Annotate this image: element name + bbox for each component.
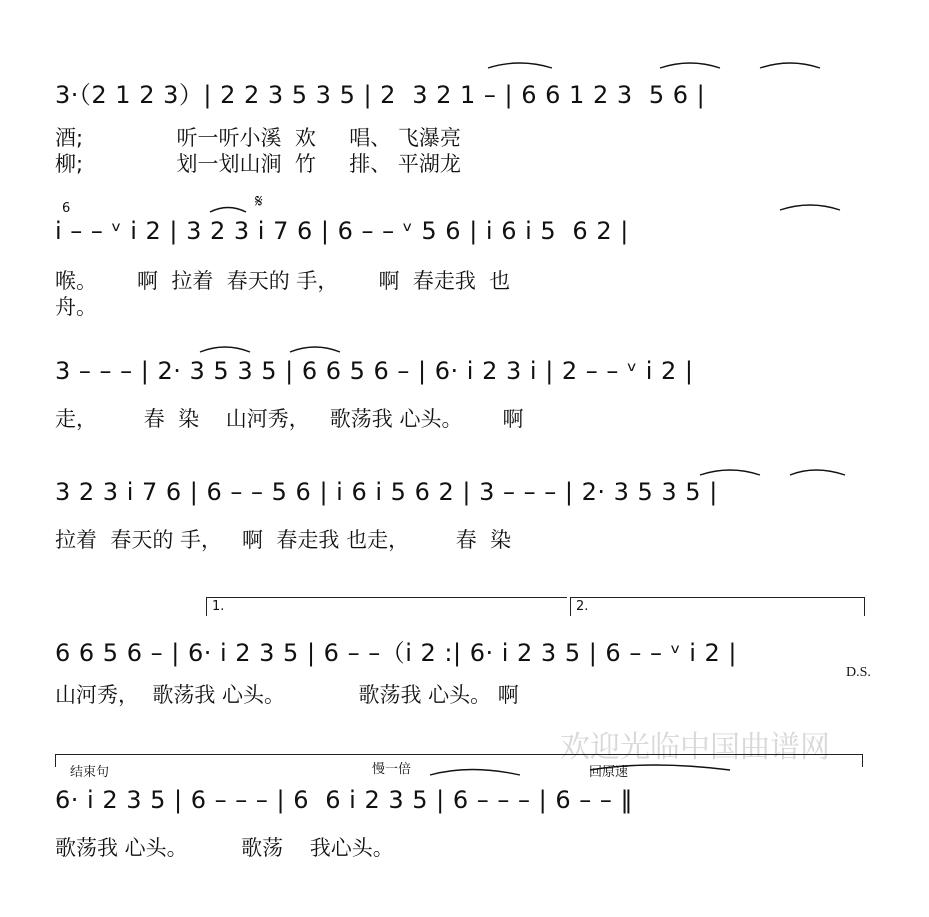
second-ending-label: 2. — [576, 599, 589, 614]
lyrics-line-2-verse-2: 舟。 — [55, 295, 97, 319]
slur-1 — [660, 63, 720, 68]
lyrics-line-4: 拉着 春天的 手， 啊 春走我 也走， 春 染 — [55, 528, 512, 552]
notes-line-2: i – – ᵛ i 2 | 3 2 3 i 7 6 | 6 – – ᵛ 5 6 | i 6 i 5 6 2 | — [55, 217, 629, 245]
lyrics-line-5: 山河秀， 歌荡我 心头。 歌荡我 心头。 啊 — [55, 683, 519, 707]
lyrics-line-1-verse-1: 酒; 听一听小溪 欢 唱、 飞瀑亮 — [55, 126, 461, 150]
segno-icon: 𝄋 — [255, 191, 263, 212]
grace-note: 6 — [62, 201, 71, 216]
lyrics-line-3: 走， 春 染 山河秀， 歌荡我 心头。 啊 — [55, 407, 524, 431]
slur-8 — [790, 470, 845, 475]
lyrics-line-2-verse-1: 喉。 啊 拉着 春天的 手， 啊 春走我 也 — [55, 269, 511, 293]
slur-4 — [780, 205, 840, 210]
slur-5 — [200, 347, 250, 352]
tie-1 — [488, 63, 552, 68]
a-tempo-label: 回原速 — [589, 765, 629, 780]
slur-6 — [290, 347, 340, 352]
lyrics-line-1-verse-2: 柳; 划一划山涧 竹 排、 平湖龙 — [55, 152, 461, 176]
notes-line-1: 3·（2 1 2 3）| 2 2 3 5 3 5 | 2 3 2 1 – | 6 6 1 2 3 5 6 | — [55, 81, 706, 109]
notes-line-6: 6· i 2 3 5 | 6 – – – | 6 6 i 2 3 5 | 6 – – – | 6 – – ‖ — [55, 786, 634, 814]
notes-line-5: 6 6 5 6 – | 6· i 2 3 5 | 6 – –（i 2 :| 6· i 2 3 5 | 6 – – ᵛ i 2 | — [55, 639, 738, 667]
dal-segno-mark: D.S. — [846, 665, 871, 680]
slur-2 — [760, 63, 820, 68]
watermark-text: 欢迎光临中国曲谱网 — [560, 730, 830, 765]
lyrics-line-6: 歌荡我 心头。 歌荡 我心头。 — [55, 836, 394, 860]
ending-phrase-label: 结束句 — [70, 765, 110, 780]
notes-line-4: 3 2 3 i 7 6 | 6 – – 5 6 | i 6 i 5 6 2 | 3 – – – | 2· 3 5 3 5 | — [55, 478, 718, 506]
tie-2 — [590, 765, 730, 770]
first-ending-label: 1. — [212, 599, 225, 614]
slur-9 — [430, 770, 520, 776]
slow-down-label: 慢一倍 — [372, 762, 412, 777]
notes-line-3: 3 – – – | 2· 3 5 3 5 | 6 6 5 6 – | 6· i 2 3 i | 2 – – ᵛ i 2 | — [55, 357, 694, 385]
slur-3 — [210, 208, 246, 213]
slur-7 — [700, 470, 760, 475]
